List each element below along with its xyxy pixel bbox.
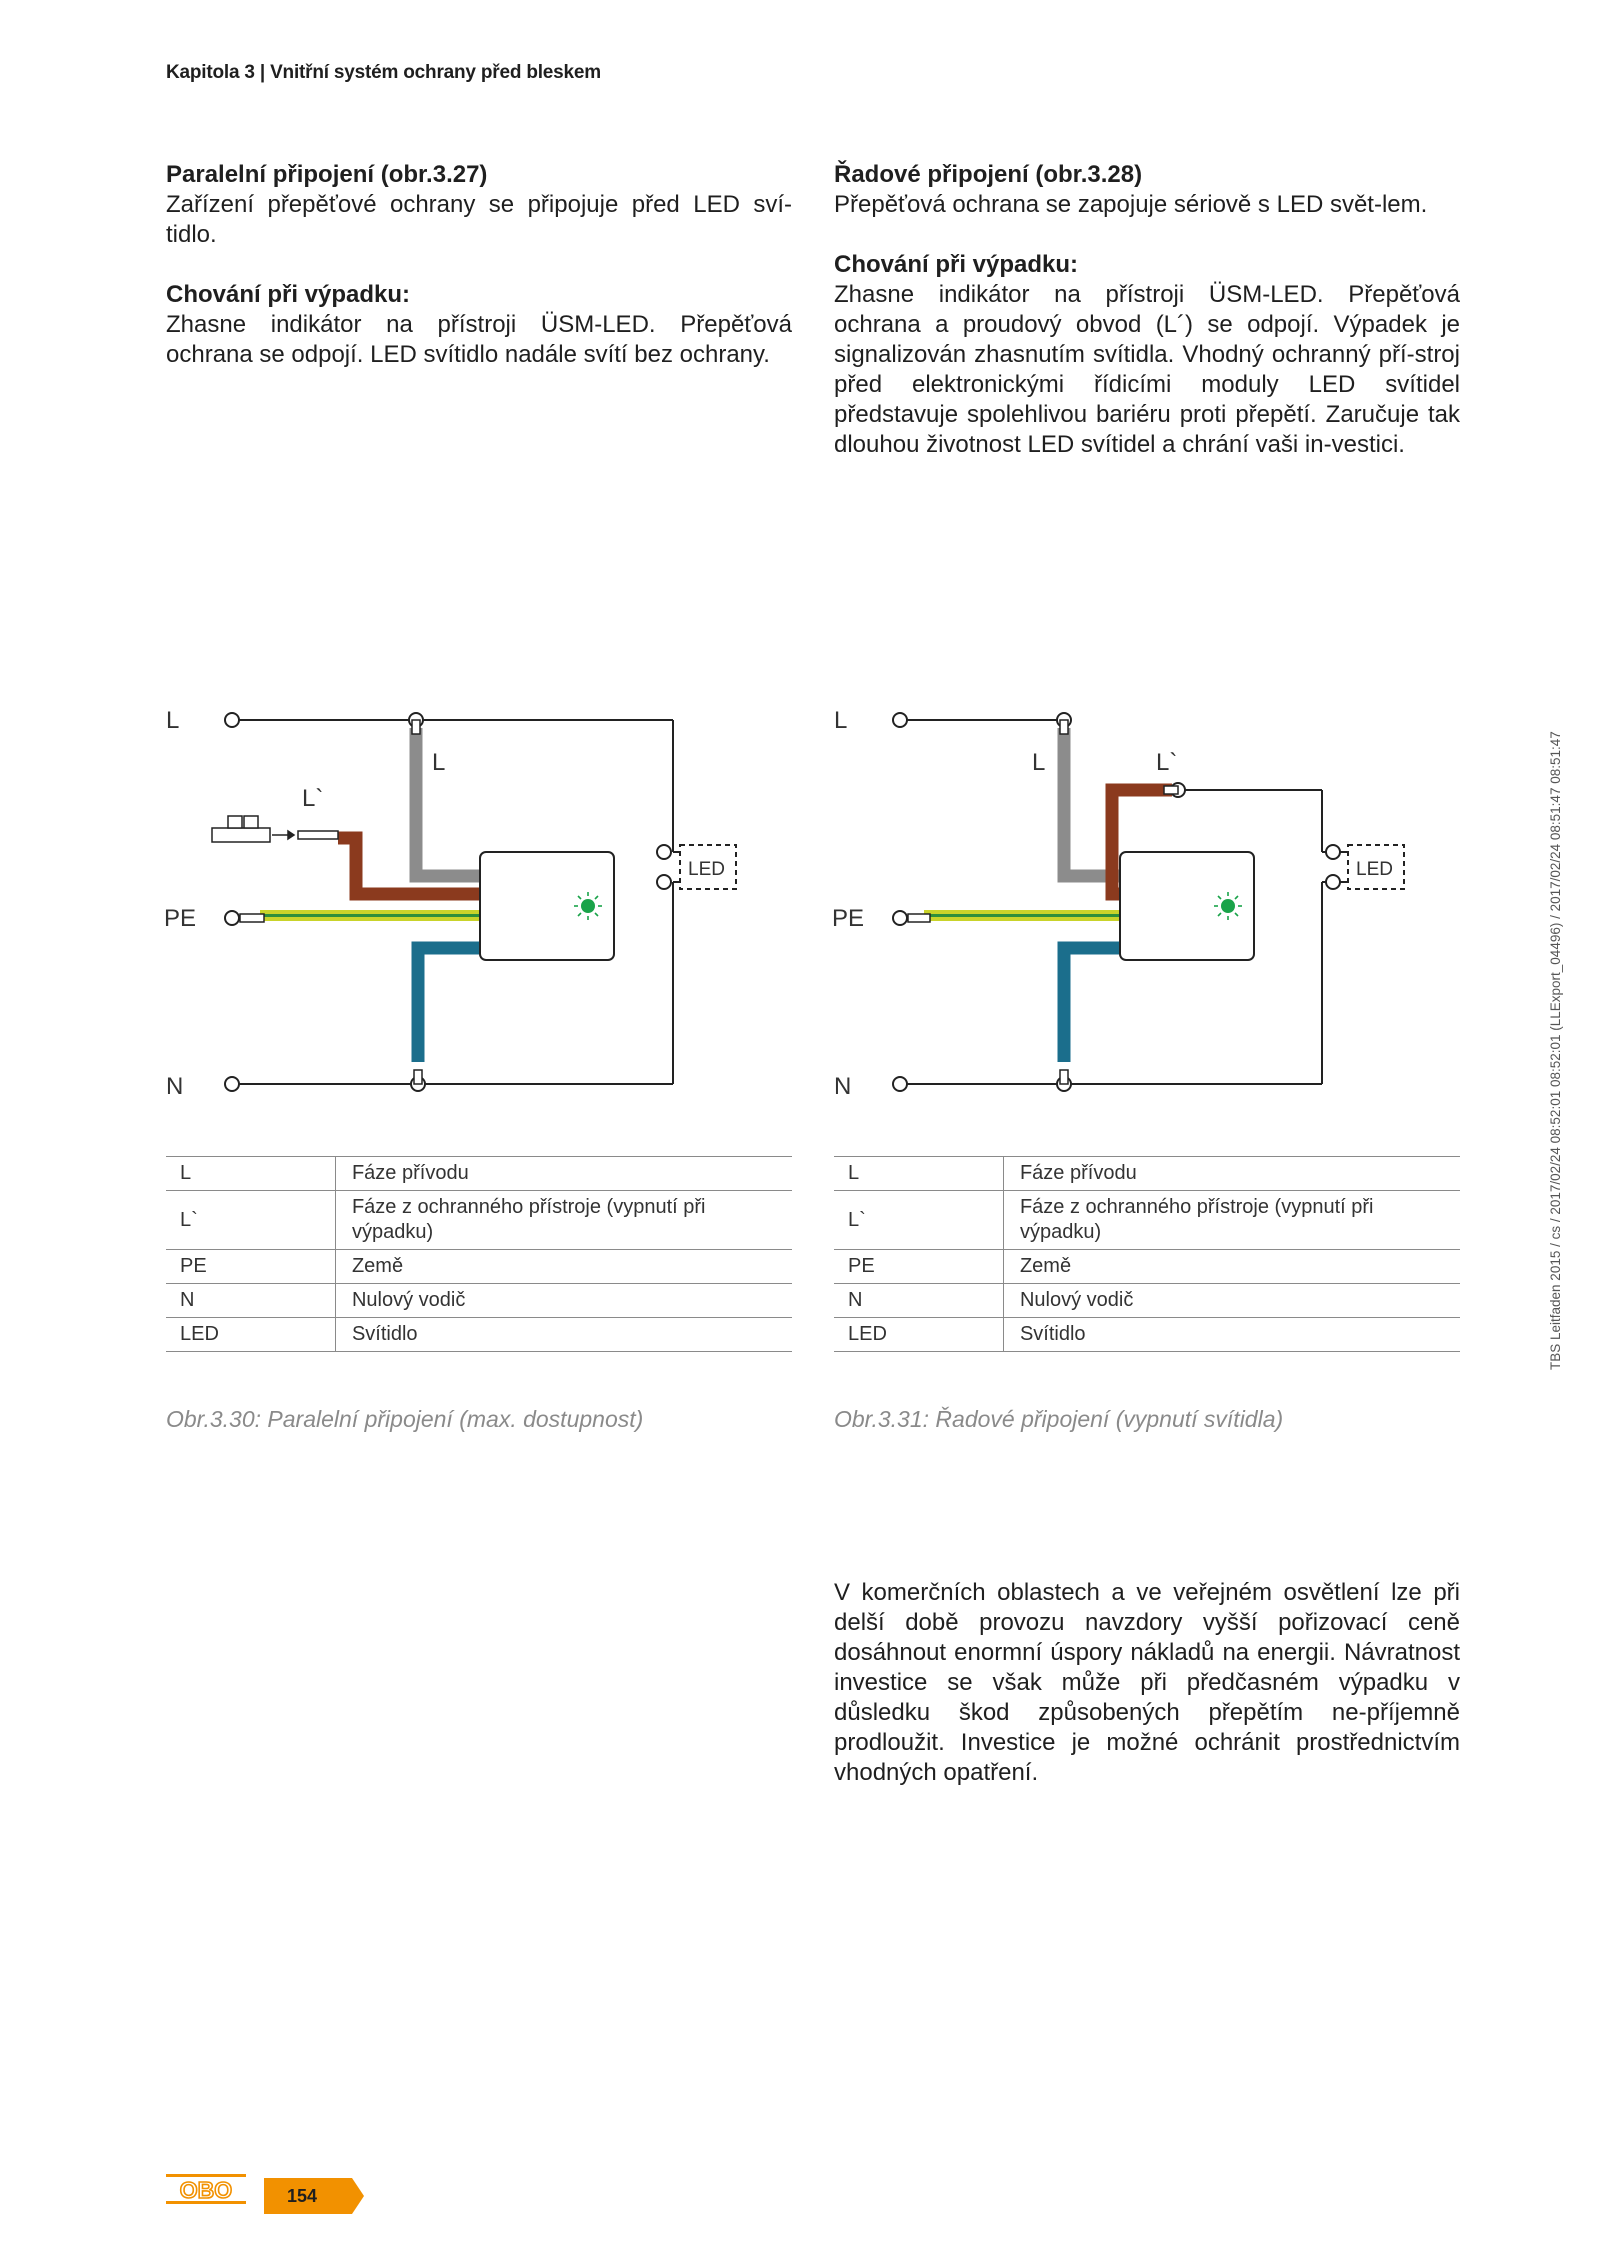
label-l-prime: L` xyxy=(302,785,324,812)
obo-logo-icon xyxy=(166,2172,246,2206)
table-row: N Nulový vodič xyxy=(166,1284,792,1318)
table-row: L` Fáze z ochranného přístroje (vypnutí při výpadku) xyxy=(166,1191,792,1250)
left-text: Zařízení přepěťové ochrany se připojuje před LED sví-tidlo. xyxy=(166,191,792,248)
series-connection-diagram xyxy=(828,690,1468,1110)
label-pe: PE xyxy=(164,905,197,932)
obo-logo xyxy=(166,2172,246,2206)
label-led: LED xyxy=(688,859,725,880)
plug-icon xyxy=(212,816,338,842)
label-l-branch: L xyxy=(1032,749,1046,776)
side-note: TBS Leitfaden 2015 / cs / 2017/02/24 08:52:01 08:52:01 (LLExport_04496) / 2017/02/24 08:51:47 08:51:47 xyxy=(1548,731,1563,1370)
table-row: PE Země xyxy=(834,1250,1460,1284)
parallel-connection-diagram xyxy=(160,690,800,1110)
label-pe: PE xyxy=(832,905,865,932)
left-behavior-heading: Chování při výpadku: xyxy=(166,281,411,308)
right-behavior-heading: Chování při výpadku: xyxy=(834,251,1079,278)
right-behavior-text: Zhasne indikátor na přístroji ÜSM-LED. Přepěťová ochrana a proudový obvod (L´) se odpojí. Výpadek je signalizován zhasnutím svítidla. Vhodný ochranný pří-stroj před elektronickými řídicími moduly LED svítidel představuje spolehlivou bariéru proti přepětí. Zaručuje tak dlouhou životnost LED svítidel a chrání vaši in-vestici. xyxy=(834,281,1460,458)
svg-text:OBO: OBO xyxy=(179,2177,233,2203)
left-heading: Paralelní připojení (obr.3.27) xyxy=(166,161,488,188)
page-number: 154 xyxy=(286,2186,318,2206)
body-paragraph: V komerčních oblastech a ve veřejném osvětlení lze při delší době provozu navzdory vyšší pořizovací ceně dosáhnout enormní úspory nákladů na energii. Návratnost investice se však může při předčasném výpadku v důsledku škod způsobených přepětím ne-příjemně prodloužit. Investice je možné ochránit prostřednictvím vhodných opatření. xyxy=(834,1579,1460,1786)
table-row: LED Svítidlo xyxy=(166,1318,792,1352)
chapter-header: Kapitola 3 | Vnitřní systém ochrany před bleskem xyxy=(166,62,601,83)
right-heading: Řadové připojení (obr.3.28) xyxy=(834,161,1143,188)
right-text: Přepěťová ochrana se zapojuje sériově s LED svět-lem. xyxy=(834,191,1428,218)
table-row: L Fáze přívodu xyxy=(166,1157,792,1191)
legend-table-left xyxy=(166,1156,792,1352)
label-l-branch: L xyxy=(432,749,446,776)
label-n: N xyxy=(166,1073,184,1100)
label-n: N xyxy=(834,1073,852,1100)
label-led: LED xyxy=(1356,859,1393,880)
figure-caption-right: Obr.3.31: Řadové připojení (vypnutí svítidla) xyxy=(834,1406,1284,1432)
left-behavior-text: Zhasne indikátor na přístroji ÜSM-LED. Přepěťová ochrana se odpojí. LED svítidlo nadále svítí bez ochrany. xyxy=(166,311,792,368)
label-l-prime: L` xyxy=(1156,749,1178,776)
legend-table-right xyxy=(834,1156,1460,1352)
label-l: L xyxy=(166,707,180,734)
label-l: L xyxy=(834,707,848,734)
table-row: L` Fáze z ochranného přístroje (vypnutí při výpadku) xyxy=(834,1191,1460,1250)
right-column xyxy=(834,160,1460,460)
left-column xyxy=(166,160,792,370)
table-row: PE Země xyxy=(166,1250,792,1284)
table-row: N Nulový vodič xyxy=(834,1284,1460,1318)
table-row: L Fáze přívodu xyxy=(834,1157,1460,1191)
table-row: LED Svítidlo xyxy=(834,1318,1460,1352)
figure-caption-left: Obr.3.30: Paralelní připojení (max. dostupnost) xyxy=(166,1406,644,1432)
